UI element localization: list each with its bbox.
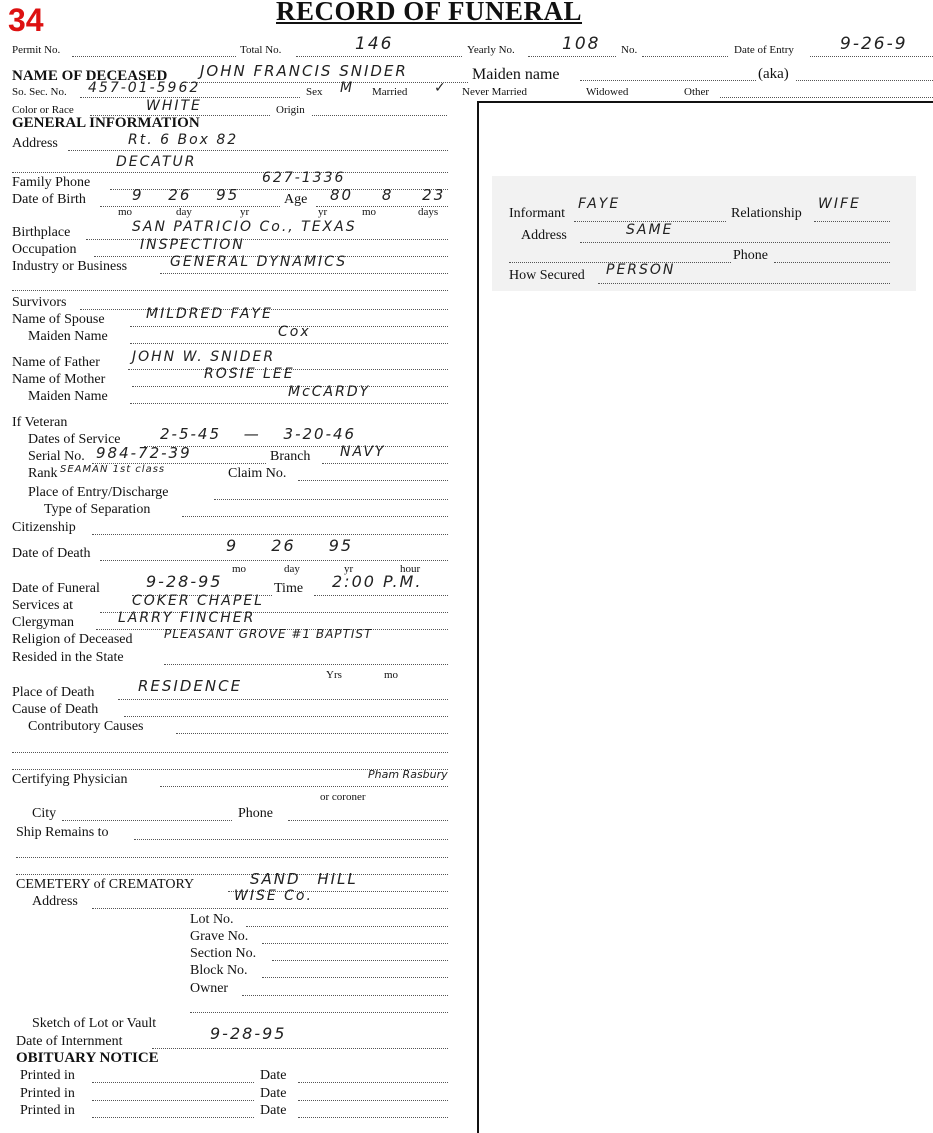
mother-value[interactable]: ROSIE LEE bbox=[204, 366, 295, 382]
cemetery-address-value[interactable]: WISE Co. bbox=[234, 888, 313, 904]
printed-date-label-2: Date bbox=[260, 1086, 287, 1101]
page-number: 34 bbox=[8, 2, 44, 38]
name-value[interactable]: JOHN FRANCIS SNIDER bbox=[200, 62, 408, 80]
dob-sub-mo: mo bbox=[118, 206, 133, 218]
age-sub-mo: mo bbox=[362, 206, 377, 218]
age-sub-days: days bbox=[418, 206, 439, 218]
dod-sub-day: day bbox=[284, 563, 300, 575]
resided-label: Resided in the State bbox=[12, 650, 124, 665]
dod-label: Date of Death bbox=[12, 546, 91, 561]
printed-in-label-2: Printed in bbox=[20, 1086, 75, 1101]
city-label: City bbox=[32, 806, 57, 821]
age-sub-yr: yr bbox=[318, 206, 328, 218]
mother-maiden-value[interactable]: McCARDY bbox=[288, 384, 371, 400]
spouse-maiden-label: Maiden Name bbox=[28, 329, 108, 344]
informant-address-label: Address bbox=[521, 228, 567, 243]
internment-label: Date of Internment bbox=[16, 1034, 123, 1049]
mother-label: Name of Mother bbox=[12, 372, 106, 387]
dod-sub-yr: yr bbox=[344, 563, 354, 575]
owner-label: Owner bbox=[190, 981, 229, 996]
physician-label: Certifying Physician bbox=[12, 772, 128, 787]
how-secured-label: How Secured bbox=[509, 268, 585, 283]
cause-label: Cause of Death bbox=[12, 702, 99, 717]
father-value[interactable]: JOHN W. SNIDER bbox=[132, 349, 276, 365]
grave-label: Grave No. bbox=[190, 929, 249, 944]
funeral-date-value[interactable]: 9-28-95 bbox=[146, 572, 223, 591]
resided-sub-yrs: Yrs bbox=[326, 669, 342, 681]
yearly-value[interactable]: 108 bbox=[562, 34, 601, 54]
services-value[interactable]: COKER CHAPEL bbox=[132, 593, 264, 609]
dob-label: Date of Birth bbox=[12, 192, 86, 207]
birthplace-value[interactable]: SAN PATRICIO Co., TEXAS bbox=[132, 219, 357, 235]
dod-value[interactable]: 9 26 95 bbox=[226, 536, 354, 555]
dob-value[interactable]: 9 26 95 bbox=[132, 186, 240, 204]
section-label: Section No. bbox=[190, 946, 257, 961]
age-value[interactable]: 80 8 23 bbox=[330, 186, 446, 204]
spouse-value[interactable]: MILDRED FAYE bbox=[146, 306, 273, 322]
permit-label: Permit No. bbox=[12, 44, 61, 56]
race-value[interactable]: WHITE bbox=[146, 98, 202, 114]
dod-sub-hour: hour bbox=[400, 563, 421, 575]
name-label: NAME OF DECEASED bbox=[12, 68, 168, 84]
sex-value[interactable]: M bbox=[340, 80, 355, 96]
claim-label: Claim No. bbox=[228, 466, 287, 481]
serial-value[interactable]: 984-72-39 bbox=[96, 444, 192, 462]
origin-label: Origin bbox=[276, 104, 305, 116]
funeral-date-label: Date of Funeral bbox=[12, 581, 100, 596]
dob-sub-yr: yr bbox=[240, 206, 250, 218]
rank-value[interactable]: SEAMAN 1st class bbox=[60, 464, 166, 475]
relationship-value[interactable]: WIFE bbox=[818, 196, 861, 212]
contributory-label: Contributory Causes bbox=[28, 719, 144, 734]
ssn-label: So. Sec. No. bbox=[12, 86, 67, 98]
dob-sub-day: day bbox=[176, 206, 192, 218]
race-label: Color or Race bbox=[12, 104, 74, 116]
total-label: Total No. bbox=[240, 44, 282, 56]
entry-label: Date of Entry bbox=[734, 44, 794, 56]
branch-label: Branch bbox=[270, 449, 311, 464]
address-value[interactable]: Rt. 6 Box 82 bbox=[128, 132, 239, 148]
aka-label: (aka) bbox=[758, 66, 789, 82]
dod-sub-mo: mo bbox=[232, 563, 247, 575]
entry-value[interactable]: 9-26-9 bbox=[840, 34, 908, 54]
obituary-heading: OBITUARY NOTICE bbox=[16, 1050, 159, 1066]
informant-address-value[interactable]: SAME bbox=[626, 222, 674, 238]
place-of-death-value[interactable]: RESIDENCE bbox=[138, 677, 243, 695]
veteran-label: If Veteran bbox=[12, 415, 68, 430]
cemetery-address-label: Address bbox=[32, 894, 78, 909]
survivors-label: Survivors bbox=[12, 295, 67, 310]
physician-value[interactable]: Pham Rasbury bbox=[368, 768, 448, 781]
block-label: Block No. bbox=[190, 963, 248, 978]
clergyman-value[interactable]: LARRY FINCHER bbox=[118, 610, 256, 626]
married-value[interactable]: ✓ bbox=[434, 80, 448, 96]
time-value[interactable]: 2:00 P.M. bbox=[332, 572, 423, 591]
maiden-label: Maiden name bbox=[472, 66, 560, 83]
lot-label: Lot No. bbox=[190, 912, 234, 927]
address-label: Address bbox=[12, 136, 58, 151]
yearly-label: Yearly No. bbox=[467, 44, 515, 56]
informant-phone-label: Phone bbox=[733, 248, 768, 263]
industry-value[interactable]: GENERAL DYNAMICS bbox=[170, 254, 348, 270]
widowed-label: Widowed bbox=[586, 86, 629, 98]
rank-label: Rank bbox=[28, 466, 58, 481]
birthplace-label: Birthplace bbox=[12, 225, 71, 240]
entry-discharge-label: Place of Entry/Discharge bbox=[28, 485, 169, 500]
printed-in-label-1: Printed in bbox=[20, 1068, 75, 1083]
informant-label: Informant bbox=[509, 206, 565, 221]
occupation-label: Occupation bbox=[12, 242, 77, 257]
citizenship-label: Citizenship bbox=[12, 520, 76, 535]
family-phone-value[interactable]: 627-1336 bbox=[262, 170, 346, 186]
coroner-label: or coroner bbox=[320, 791, 366, 803]
spouse-maiden-value[interactable]: Cox bbox=[278, 324, 311, 340]
printed-in-label-3: Printed in bbox=[20, 1103, 75, 1118]
mother-maiden-label: Maiden Name bbox=[28, 389, 108, 404]
serial-label: Serial No. bbox=[28, 449, 85, 464]
industry-label: Industry or Business bbox=[12, 259, 128, 274]
service-dates-value[interactable]: 2-5-45 — 3-20-46 bbox=[160, 425, 357, 443]
religion-value[interactable]: PLEASANT GROVE #1 BAPTIST bbox=[164, 627, 373, 641]
sex-label: Sex bbox=[306, 86, 323, 98]
general-heading: GENERAL INFORMATION bbox=[12, 115, 200, 131]
spouse-label: Name of Spouse bbox=[12, 312, 105, 327]
no-label: No. bbox=[621, 44, 638, 56]
address-value-2[interactable]: DECATUR bbox=[116, 154, 197, 170]
services-label: Services at bbox=[12, 598, 74, 613]
printed-date-label-3: Date bbox=[260, 1103, 287, 1118]
clergyman-label: Clergyman bbox=[12, 615, 74, 630]
time-label: Time bbox=[274, 581, 304, 596]
other-label: Other bbox=[684, 86, 710, 98]
ship-remains-label: Ship Remains to bbox=[16, 825, 109, 840]
page-title: RECORD OF FUNERAL bbox=[276, 0, 583, 26]
city-phone-label: Phone bbox=[238, 806, 273, 821]
cemetery-value[interactable]: SAND HILL bbox=[250, 870, 358, 888]
total-value[interactable]: 146 bbox=[355, 34, 394, 54]
father-label: Name of Father bbox=[12, 355, 100, 370]
religion-label: Religion of Deceased bbox=[12, 632, 133, 647]
never-married-label: Never Married bbox=[462, 86, 528, 98]
family-phone-label: Family Phone bbox=[12, 175, 91, 190]
separation-label: Type of Separation bbox=[44, 502, 151, 517]
ssn-value[interactable]: 457-01-5962 bbox=[88, 80, 201, 96]
married-label: Married bbox=[372, 86, 408, 98]
age-label: Age bbox=[284, 192, 308, 207]
sketch-label: Sketch of Lot or Vault bbox=[32, 1016, 157, 1031]
internment-value[interactable]: 9-28-95 bbox=[210, 1024, 287, 1043]
cemetery-label: CEMETERY of CREMATORY bbox=[16, 877, 195, 892]
occupation-value[interactable]: INSPECTION bbox=[140, 237, 245, 253]
printed-date-label-1: Date bbox=[260, 1068, 287, 1083]
resided-sub-mo: mo bbox=[384, 669, 399, 681]
how-secured-value[interactable]: PERSON bbox=[606, 262, 676, 278]
relationship-label: Relationship bbox=[731, 206, 802, 221]
place-of-death-label: Place of Death bbox=[12, 685, 95, 700]
branch-value[interactable]: NAVY bbox=[340, 444, 386, 460]
informant-value[interactable]: FAYE bbox=[578, 196, 621, 212]
service-dates-label: Dates of Service bbox=[28, 432, 121, 447]
